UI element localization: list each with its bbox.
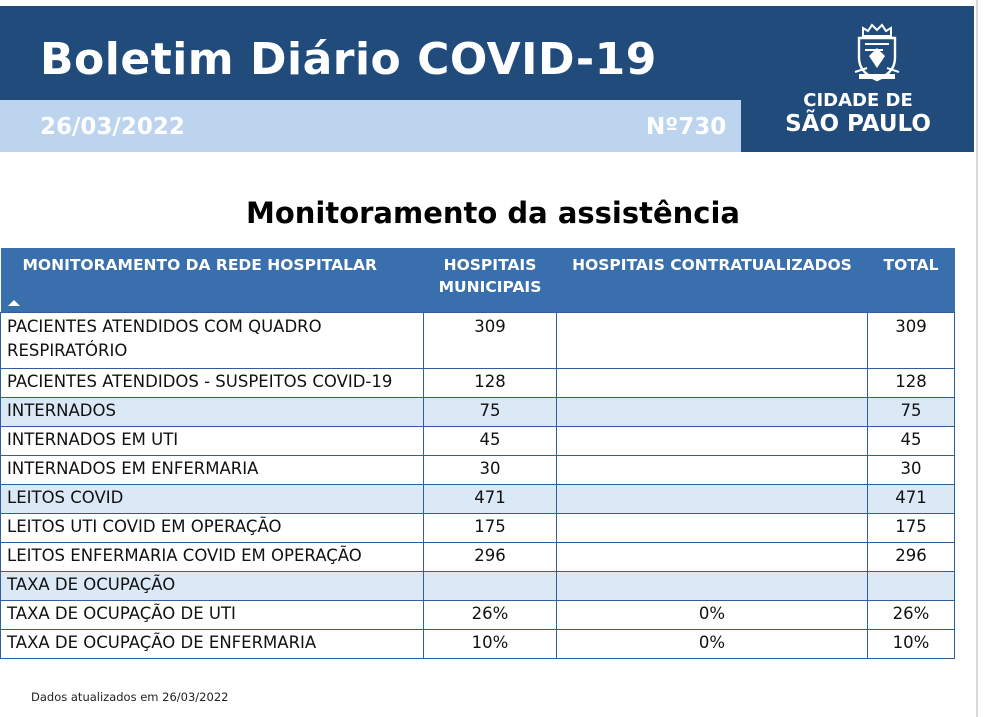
- row-label: LEITOS ENFERMARIA COVID EM OPERAÇÃO: [1, 542, 424, 571]
- bulletin-date: 26/03/2022: [40, 114, 185, 140]
- table-row: [1, 312, 955, 368]
- table-row: [1, 513, 955, 542]
- row-label: INTERNADOS EM UTI: [1, 426, 424, 455]
- row-label: TAXA DE OCUPAÇÃO: [1, 571, 424, 600]
- total-value: [868, 571, 955, 600]
- row-label: LEITOS COVID: [1, 484, 424, 513]
- municipal-value: [424, 571, 557, 600]
- column-header-municipal[interactable]: HOSPITAIS MUNICIPAIS: [424, 248, 557, 312]
- total-value: 309: [868, 312, 955, 368]
- contracted-value: [557, 484, 868, 513]
- table-row: [1, 629, 955, 658]
- total-value: 128: [868, 368, 955, 397]
- row-label: INTERNADOS: [1, 397, 424, 426]
- table-row: [1, 571, 955, 600]
- column-header-contracted[interactable]: HOSPITAIS CONTRATUALIZADOS: [557, 248, 868, 312]
- municipal-value: 128: [424, 368, 557, 397]
- table-row: [1, 600, 955, 629]
- column-header-total[interactable]: TOTAL: [868, 248, 955, 312]
- contracted-value: [557, 571, 868, 600]
- column-header-monitoring[interactable]: MONITORAMENTO DA REDE HOSPITALAR: [1, 248, 424, 312]
- table-row: [1, 368, 955, 397]
- municipal-value: 30: [424, 455, 557, 484]
- municipal-value: 10%: [424, 629, 557, 658]
- city-name-line2: SÃO PAULO: [785, 111, 931, 137]
- total-value: 45: [868, 426, 955, 455]
- total-value: 30: [868, 455, 955, 484]
- contracted-value: 0%: [557, 600, 868, 629]
- bulletin-number: Nº730: [646, 114, 727, 140]
- table-row: [1, 484, 955, 513]
- contracted-value: [557, 312, 868, 368]
- table-row: [1, 426, 955, 455]
- section-title: Monitoramento da assistência: [245, 196, 741, 230]
- row-label: TAXA DE OCUPAÇÃO DE ENFERMARIA: [1, 629, 424, 658]
- municipal-value: 45: [424, 426, 557, 455]
- municipal-value: 26%: [424, 600, 557, 629]
- total-value: 296: [868, 542, 955, 571]
- table-row: [1, 455, 955, 484]
- data-updated-note: Dados atualizados em 26/03/2022: [31, 690, 229, 704]
- municipal-value: 471: [424, 484, 557, 513]
- contracted-value: [557, 455, 868, 484]
- total-value: 10%: [868, 629, 955, 658]
- total-value: 175: [868, 513, 955, 542]
- table-row: [1, 542, 955, 571]
- total-value: 26%: [868, 600, 955, 629]
- row-label: LEITOS UTI COVID EM OPERAÇÃO: [1, 513, 424, 542]
- total-value: 75: [868, 397, 955, 426]
- contracted-value: 0%: [557, 629, 868, 658]
- municipal-value: 309: [424, 312, 557, 368]
- contracted-value: [557, 513, 868, 542]
- sort-ascending-icon[interactable]: [8, 300, 20, 306]
- city-name-line1: CIDADE DE: [803, 90, 913, 111]
- hospital-monitoring-table: [0, 248, 955, 659]
- row-label: PACIENTES ATENDIDOS COM QUADRO RESPIRATÓRIO: [1, 312, 424, 368]
- row-label: PACIENTES ATENDIDOS - SUSPEITOS COVID-19: [1, 368, 424, 397]
- contracted-value: [557, 426, 868, 455]
- municipal-value: 175: [424, 513, 557, 542]
- contracted-value: [557, 397, 868, 426]
- municipal-value: 296: [424, 542, 557, 571]
- contracted-value: [557, 542, 868, 571]
- row-label: INTERNADOS EM ENFERMARIA: [1, 455, 424, 484]
- table-row: [1, 397, 955, 426]
- municipal-value: 75: [424, 397, 557, 426]
- table-header-row: [1, 248, 955, 312]
- total-value: 471: [868, 484, 955, 513]
- contracted-value: [557, 368, 868, 397]
- bulletin-title: Boletim Diário COVID-19: [40, 34, 657, 85]
- row-label: TAXA DE OCUPAÇÃO DE UTI: [1, 600, 424, 629]
- city-coat-of-arms-icon: [853, 22, 901, 84]
